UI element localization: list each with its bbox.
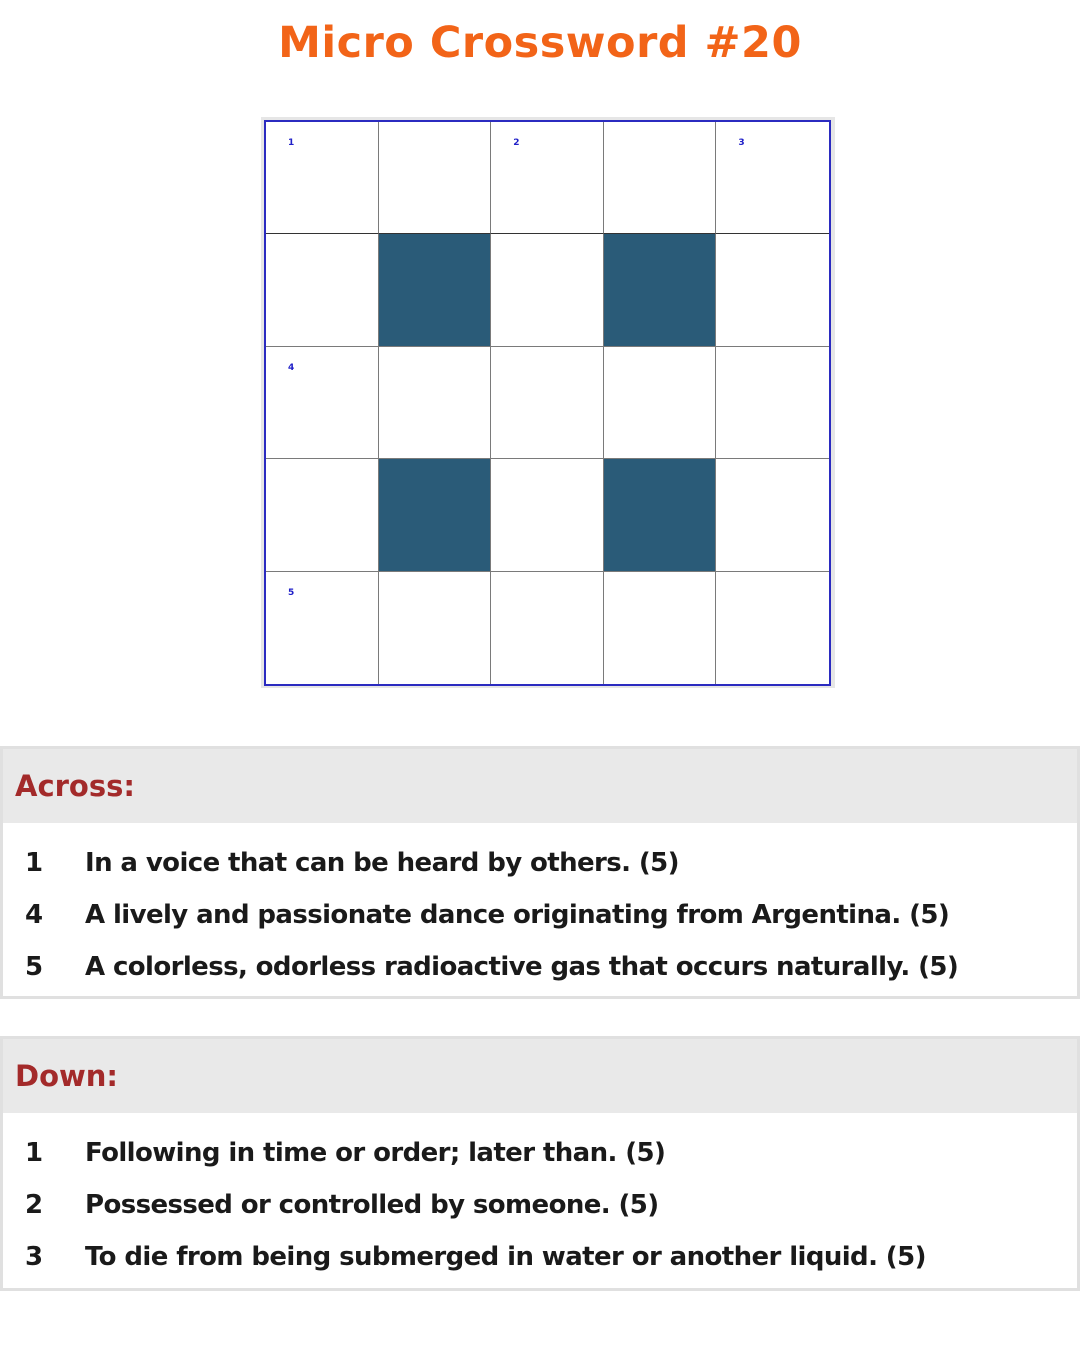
across-clue[interactable] <box>3 837 1077 889</box>
down-clue[interactable] <box>3 1127 1077 1179</box>
clue-text: To die from being submerged in water or another liquid. (5) <box>85 1242 926 1272</box>
grid-block-cell <box>604 459 717 571</box>
grid-cell[interactable] <box>379 122 492 234</box>
grid-cell[interactable] <box>716 234 829 346</box>
grid-cell[interactable] <box>716 572 829 684</box>
down-clue-list <box>3 1113 1077 1283</box>
cell-number: 2 <box>513 138 520 148</box>
grid-cell[interactable] <box>266 572 379 684</box>
grid-cell[interactable] <box>491 459 604 571</box>
grid-cell[interactable] <box>379 347 492 459</box>
grid-cell[interactable] <box>491 122 604 234</box>
down-clue[interactable] <box>3 1179 1077 1231</box>
grid-cell[interactable] <box>266 234 379 346</box>
down-clue[interactable] <box>3 1231 1077 1283</box>
across-clue-list <box>3 823 1077 993</box>
grid-cell[interactable] <box>266 122 379 234</box>
grid-cell[interactable] <box>716 347 829 459</box>
grid-block-cell <box>379 459 492 571</box>
down-heading: Down: <box>3 1039 1077 1113</box>
grid-cell[interactable] <box>379 572 492 684</box>
clue-number: 1 <box>25 848 43 878</box>
grid-cell[interactable] <box>491 347 604 459</box>
clue-text: In a voice that can be heard by others. (5) <box>85 848 679 878</box>
across-clues-panel <box>0 746 1080 999</box>
across-clue[interactable] <box>3 889 1077 941</box>
across-heading: Across: <box>3 749 1077 823</box>
clue-number: 2 <box>25 1190 43 1220</box>
clue-text: A colorless, odorless radioactive gas that occurs naturally. (5) <box>85 952 959 982</box>
down-clues-panel <box>0 1036 1080 1291</box>
grid-block-cell <box>379 234 492 346</box>
clue-number: 4 <box>25 900 43 930</box>
grid-cell[interactable] <box>604 572 717 684</box>
cell-number: 1 <box>288 138 295 148</box>
puzzle-title: Micro Crossword #20 <box>278 18 802 68</box>
clue-text: Following in time or order; later than. (5) <box>85 1138 666 1168</box>
clue-number: 1 <box>25 1138 43 1168</box>
grid-cell[interactable] <box>716 459 829 571</box>
cell-number: 4 <box>288 362 295 373</box>
grid-block-cell <box>604 234 717 346</box>
crossword-grid <box>264 120 831 686</box>
across-clue[interactable] <box>3 941 1077 993</box>
grid-cell[interactable] <box>491 234 604 346</box>
grid-cell[interactable] <box>604 122 717 234</box>
clue-text: Possessed or controlled by someone. (5) <box>85 1190 659 1220</box>
grid-cell[interactable] <box>266 459 379 571</box>
cell-number: 3 <box>738 138 745 148</box>
clue-number: 3 <box>25 1242 43 1272</box>
clue-number: 5 <box>25 952 43 982</box>
clue-text: A lively and passionate dance originating from Argentina. (5) <box>85 900 950 930</box>
grid-cell[interactable] <box>716 122 829 234</box>
grid-cell[interactable] <box>604 347 717 459</box>
grid-cell[interactable] <box>266 347 379 459</box>
grid-cell[interactable] <box>491 572 604 684</box>
cell-number: 5 <box>288 587 295 598</box>
